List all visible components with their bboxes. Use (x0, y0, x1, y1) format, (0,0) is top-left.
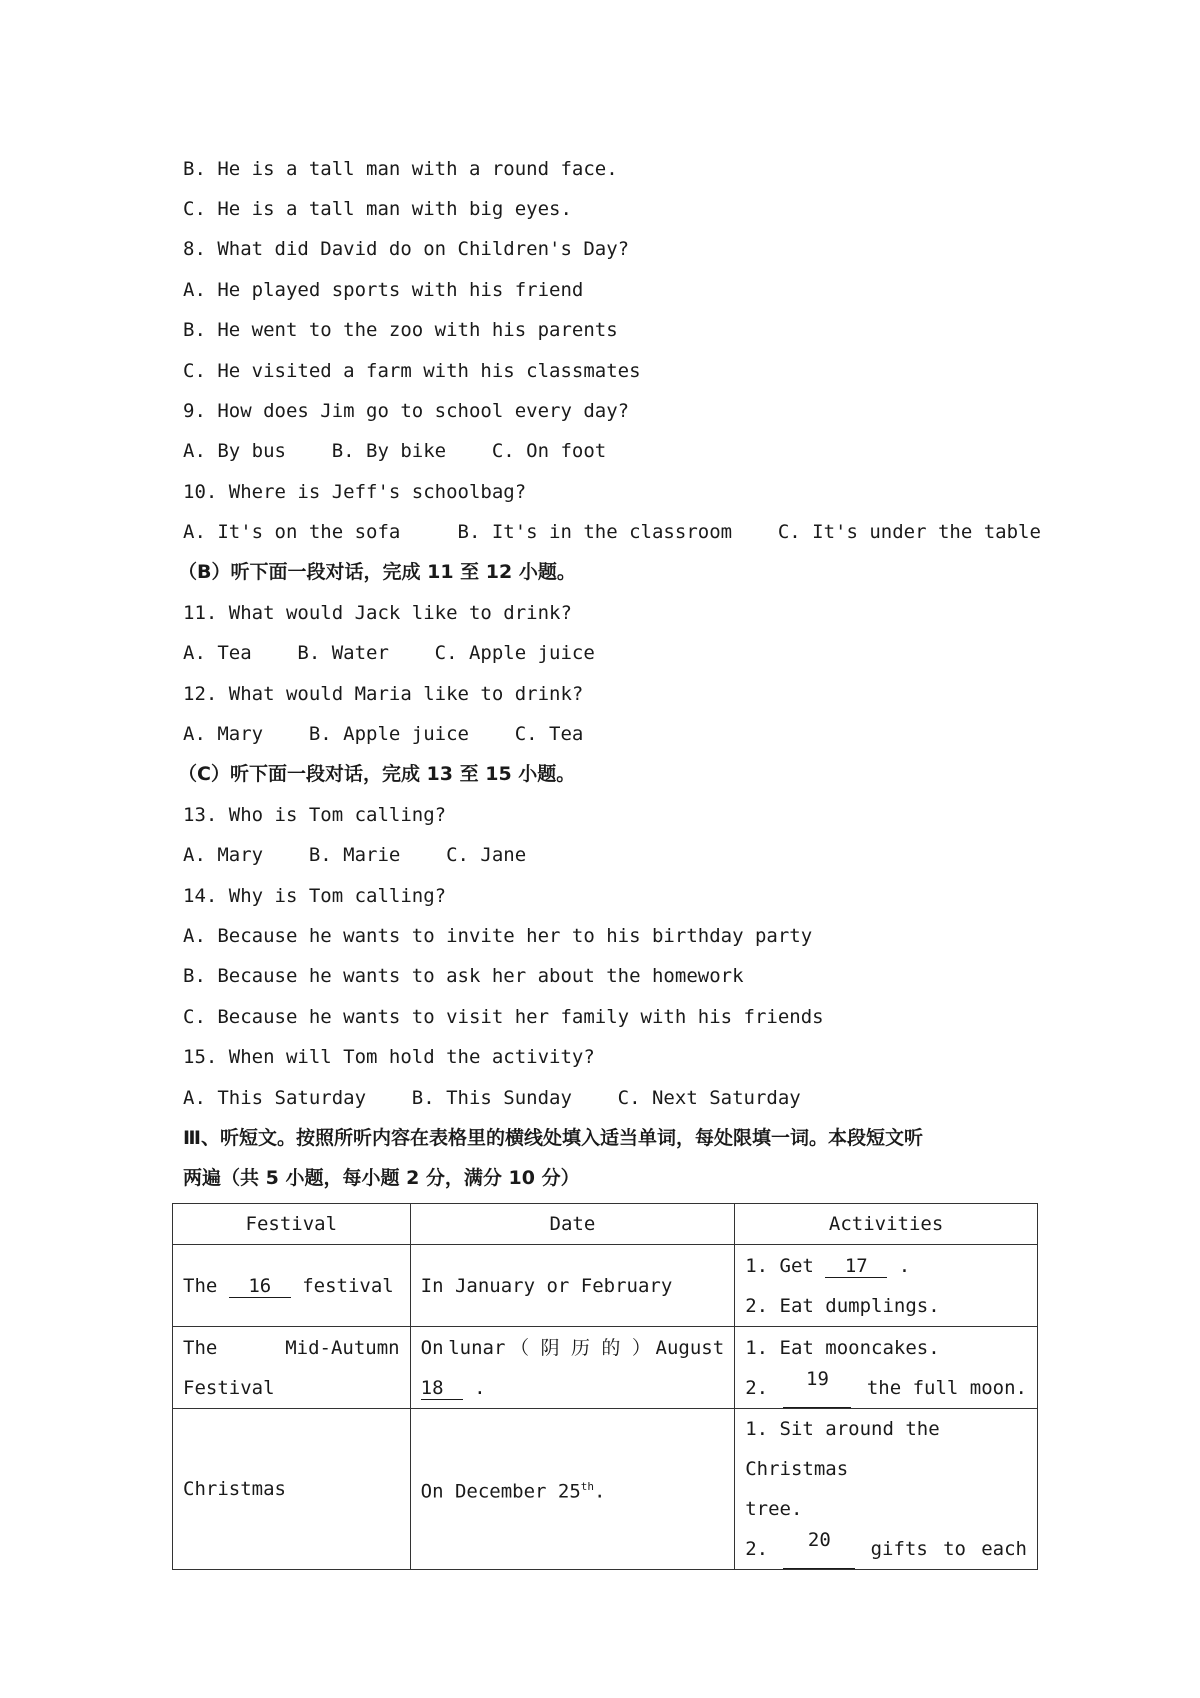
option-line: A. Mary B. Apple juice C. Tea (183, 723, 584, 745)
festival-cell: Christmas (173, 1409, 411, 1570)
date-cell: On lunar （ 阴 历 的 ） August 18 . (410, 1327, 735, 1409)
option-line: A. This Saturday B. This Sunday C. Next Saturday (183, 1087, 801, 1109)
option-line: A. Mary B. Marie C. Jane (183, 844, 527, 866)
date-cell: In January or February (410, 1245, 735, 1327)
section-c-heading: （C）听下面一段对话，完成 13 至 15 小题。 (178, 763, 576, 785)
table-row (173, 1327, 1038, 1409)
question-line: 8. What did David do on Children's Day? (183, 238, 630, 260)
question-line: 11. What would Jack like to drink? (183, 602, 572, 624)
blank-20: 20 (783, 1529, 855, 1569)
question-line: 10. Where is Jeff's schoolbag? (183, 481, 527, 503)
blank-16: 16 (229, 1275, 291, 1298)
table-header-activities: Activities (735, 1204, 1038, 1245)
option-line: A. By bus B. By bike C. On foot (183, 440, 607, 462)
option-line: A. It's on the sofa B. It's in the classroom C. It's under the table (183, 521, 1041, 543)
blank-17: 17 (825, 1255, 887, 1278)
table-header-date: Date (410, 1204, 735, 1245)
section-3-heading-cont: 两遍（共 5 小题，每小题 2 分，满分 10 分） (183, 1167, 580, 1189)
table-row (173, 1245, 1038, 1327)
table-header-row (173, 1204, 1038, 1245)
table-row (173, 1409, 1038, 1570)
section-b-heading: （B）听下面一段对话，完成 11 至 12 小题。 (178, 561, 576, 583)
question-line: 13. Who is Tom calling? (183, 804, 447, 826)
festival-cell: The 16 festival (173, 1245, 411, 1327)
activities-cell: 1. Get 17 . 2. Eat dumplings. (735, 1245, 1038, 1327)
option-line: A. Because he wants to invite her to his birthday party (183, 925, 813, 947)
activities-cell: 1. Sit around the Christmas tree. 2. 20 gifts to each (735, 1409, 1038, 1570)
option-line: C. He is a tall man with big eyes. (183, 198, 572, 220)
blank-18: 18 (421, 1377, 463, 1400)
question-line: 12. What would Maria like to drink? (183, 683, 584, 705)
question-line: 9. How does Jim go to school every day? (183, 400, 630, 422)
option-line: B. Because he wants to ask her about the homework (183, 965, 744, 987)
option-line: C. Because he wants to visit her family with his friends (183, 1006, 824, 1028)
option-line: A. Tea B. Water C. Apple juice (183, 642, 595, 664)
date-cell: On December 25th. (410, 1409, 735, 1570)
question-line: 15. When will Tom hold the activity? (183, 1046, 595, 1068)
option-line: B. He went to the zoo with his parents (183, 319, 618, 341)
festival-table (172, 1203, 1038, 1570)
activities-cell: 1. Eat mooncakes. 2. 19 the full moon. (735, 1327, 1038, 1409)
blank-19: 19 (783, 1368, 851, 1408)
question-line: 14. Why is Tom calling? (183, 885, 447, 907)
option-line: A. He played sports with his friend (183, 279, 584, 301)
option-line: B. He is a tall man with a round face. (183, 158, 618, 180)
table-header-festival: Festival (173, 1204, 411, 1245)
section-3-heading: Ⅲ、听短文。按照所听内容在表格里的横线处填入适当单词，每处限填一词。本段短文听 (183, 1127, 923, 1149)
festival-cell: The Mid-Autumn Festival (173, 1327, 411, 1409)
option-line: C. He visited a farm with his classmates (183, 360, 641, 382)
